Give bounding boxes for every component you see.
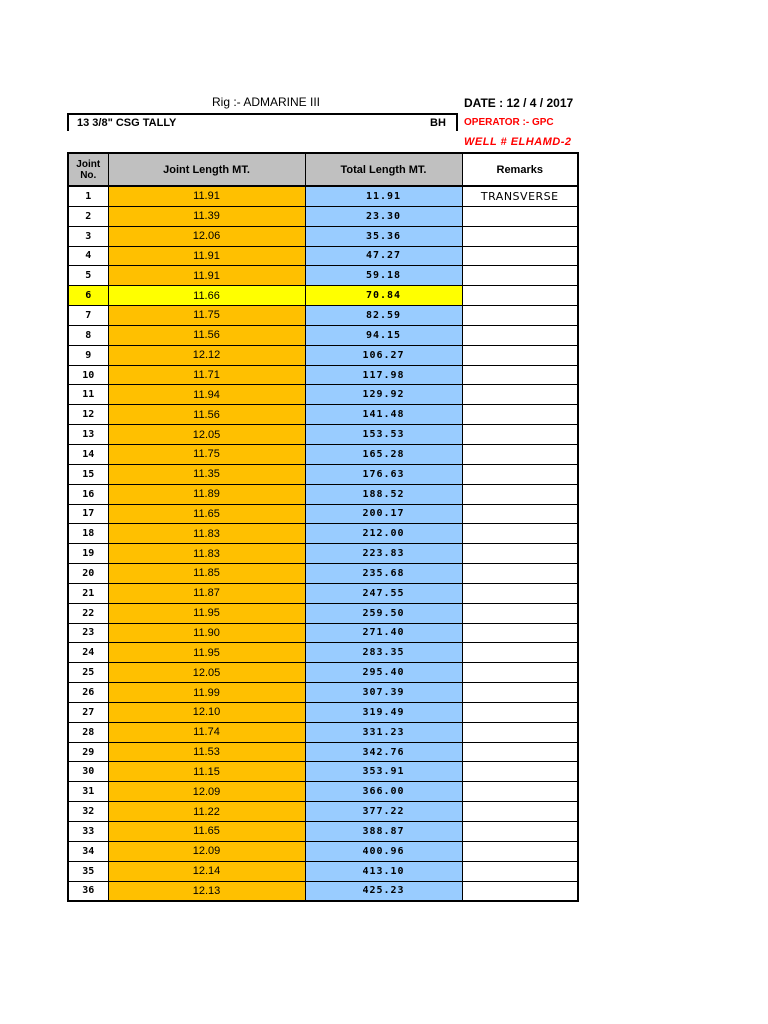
total-length-cell: 247.55 [305, 583, 462, 603]
joint-no-cell: 27 [68, 702, 108, 722]
remarks-cell [462, 822, 578, 842]
remarks-cell [462, 722, 578, 742]
table-row [68, 325, 578, 345]
casing-tally-table [67, 152, 579, 902]
operator-label: OPERATOR :- GPC [464, 117, 554, 128]
remarks-cell [462, 365, 578, 385]
joint-length-cell: 11.85 [108, 564, 305, 584]
total-length-cell: 353.91 [305, 762, 462, 782]
table-row [68, 186, 578, 206]
total-length-cell: 319.49 [305, 702, 462, 722]
table-row [68, 464, 578, 484]
total-length-cell: 366.00 [305, 782, 462, 802]
total-length-cell: 106.27 [305, 345, 462, 365]
remarks-cell [462, 544, 578, 564]
joint-length-cell: 12.05 [108, 425, 305, 445]
joint-no-cell: 10 [68, 365, 108, 385]
total-length-cell: 212.00 [305, 524, 462, 544]
joint-no-cell: 5 [68, 266, 108, 286]
remarks-cell [462, 325, 578, 345]
remarks-cell [462, 405, 578, 425]
joint-length-cell: 11.75 [108, 306, 305, 326]
joint-length-cell: 12.09 [108, 782, 305, 802]
total-length-cell: 413.10 [305, 861, 462, 881]
joint-no-cell: 25 [68, 663, 108, 683]
remarks-cell [462, 444, 578, 464]
joint-length-cell: 11.56 [108, 325, 305, 345]
remarks-cell [462, 762, 578, 782]
table-header-row [68, 153, 578, 186]
joint-no-cell: 19 [68, 544, 108, 564]
remarks-cell [462, 802, 578, 822]
total-length-cell: 342.76 [305, 742, 462, 762]
joint-length-cell: 11.87 [108, 583, 305, 603]
remarks-cell [462, 345, 578, 365]
remarks-cell [462, 484, 578, 504]
joint-length-cell: 12.14 [108, 861, 305, 881]
remarks-cell [462, 206, 578, 226]
table-row [68, 365, 578, 385]
remarks-cell [462, 583, 578, 603]
remarks-cell [462, 603, 578, 623]
joint-no-cell: 14 [68, 444, 108, 464]
table-row [68, 702, 578, 722]
joint-length-cell: 11.53 [108, 742, 305, 762]
joint-no-cell: 4 [68, 246, 108, 266]
table-row [68, 504, 578, 524]
joint-no-cell: 20 [68, 564, 108, 584]
table-row [68, 822, 578, 842]
table-row [68, 881, 578, 901]
remarks-cell [462, 286, 578, 306]
table-row [68, 583, 578, 603]
joint-no-cell: 32 [68, 802, 108, 822]
joint-length-cell: 11.66 [108, 286, 305, 306]
joint-no-cell: 7 [68, 306, 108, 326]
total-length-cell: 200.17 [305, 504, 462, 524]
total-length-cell: 307.39 [305, 683, 462, 703]
total-length-cell: 35.36 [305, 226, 462, 246]
well-label: WELL # ELHAMD-2 [464, 136, 572, 148]
table-row [68, 226, 578, 246]
joint-length-cell: 11.99 [108, 683, 305, 703]
remarks-cell [462, 623, 578, 643]
total-length-cell: 223.83 [305, 544, 462, 564]
joint-no-cell: 17 [68, 504, 108, 524]
remarks-cell [462, 425, 578, 445]
remarks-cell [462, 881, 578, 901]
table-row [68, 603, 578, 623]
joint-no-cell: 16 [68, 484, 108, 504]
joint-length-cell: 12.06 [108, 226, 305, 246]
joint-length-cell: 11.39 [108, 206, 305, 226]
table-row [68, 246, 578, 266]
joint-no-cell: 18 [68, 524, 108, 544]
joint-no-cell: 3 [68, 226, 108, 246]
table-row [68, 484, 578, 504]
tally-body [68, 186, 578, 901]
remarks-cell [462, 861, 578, 881]
total-length-cell: 176.63 [305, 464, 462, 484]
table-row [68, 266, 578, 286]
joint-length-cell: 11.83 [108, 524, 305, 544]
bh-label: BH [430, 117, 446, 129]
total-length-cell: 377.22 [305, 802, 462, 822]
joint-no-cell: 21 [68, 583, 108, 603]
header-joint-length: Joint Length MT. [108, 153, 305, 186]
joint-length-cell: 12.09 [108, 841, 305, 861]
total-length-cell: 82.59 [305, 306, 462, 326]
total-length-cell: 259.50 [305, 603, 462, 623]
joint-length-cell: 11.15 [108, 762, 305, 782]
joint-length-cell: 11.91 [108, 266, 305, 286]
joint-length-cell: 11.65 [108, 822, 305, 842]
remarks-cell [462, 385, 578, 405]
table-row [68, 663, 578, 683]
header-remarks: Remarks [462, 153, 578, 186]
remarks-cell: TRANSVERSE [462, 186, 578, 206]
joint-length-cell: 12.12 [108, 345, 305, 365]
joint-length-cell: 11.91 [108, 186, 305, 206]
remarks-cell [462, 841, 578, 861]
table-row [68, 782, 578, 802]
remarks-cell [462, 246, 578, 266]
total-length-cell: 388.87 [305, 822, 462, 842]
total-length-cell: 188.52 [305, 484, 462, 504]
table-row [68, 564, 578, 584]
total-length-cell: 400.96 [305, 841, 462, 861]
table-row [68, 544, 578, 564]
total-length-cell: 141.48 [305, 405, 462, 425]
joint-length-cell: 11.91 [108, 246, 305, 266]
joint-length-cell: 12.05 [108, 663, 305, 683]
joint-length-cell: 11.65 [108, 504, 305, 524]
joint-no-cell: 29 [68, 742, 108, 762]
total-length-cell: 271.40 [305, 623, 462, 643]
joint-length-cell: 11.90 [108, 623, 305, 643]
total-length-cell: 129.92 [305, 385, 462, 405]
total-length-cell: 117.98 [305, 365, 462, 385]
joint-no-cell: 31 [68, 782, 108, 802]
remarks-cell [462, 524, 578, 544]
remarks-cell [462, 504, 578, 524]
table-row [68, 345, 578, 365]
remarks-cell [462, 782, 578, 802]
table-row [68, 623, 578, 643]
rig-title: Rig :- ADMARINE III [212, 95, 321, 109]
joint-length-cell: 11.95 [108, 603, 305, 623]
joint-no-cell: 28 [68, 722, 108, 742]
remarks-cell [462, 663, 578, 683]
remarks-cell [462, 564, 578, 584]
joint-no-cell: 23 [68, 623, 108, 643]
remarks-cell [462, 266, 578, 286]
joint-no-cell: 24 [68, 643, 108, 663]
joint-no-cell: 8 [68, 325, 108, 345]
joint-no-cell: 26 [68, 683, 108, 703]
header-joint-no: Joint No. [68, 153, 108, 186]
total-length-cell: 295.40 [305, 663, 462, 683]
table-row [68, 206, 578, 226]
joint-no-cell: 35 [68, 861, 108, 881]
total-length-cell: 11.91 [305, 186, 462, 206]
joint-no-cell: 12 [68, 405, 108, 425]
total-length-cell: 425.23 [305, 881, 462, 901]
table-row [68, 286, 578, 306]
total-length-cell: 23.30 [305, 206, 462, 226]
table-row [68, 385, 578, 405]
remarks-cell [462, 306, 578, 326]
table-row [68, 444, 578, 464]
table-row [68, 306, 578, 326]
remarks-cell [462, 702, 578, 722]
tally-title: 13 3/8" CSG TALLY [77, 117, 177, 129]
joint-length-cell: 12.13 [108, 881, 305, 901]
joint-no-cell: 11 [68, 385, 108, 405]
total-length-cell: 153.53 [305, 425, 462, 445]
header-total-length: Total Length MT. [305, 153, 462, 186]
table-row [68, 841, 578, 861]
joint-length-cell: 12.10 [108, 702, 305, 722]
joint-no-cell: 9 [68, 345, 108, 365]
joint-no-cell: 22 [68, 603, 108, 623]
joint-length-cell: 11.71 [108, 365, 305, 385]
joint-no-cell: 33 [68, 822, 108, 842]
total-length-cell: 235.68 [305, 564, 462, 584]
joint-length-cell: 11.94 [108, 385, 305, 405]
joint-length-cell: 11.89 [108, 484, 305, 504]
table-row [68, 405, 578, 425]
total-length-cell: 331.23 [305, 722, 462, 742]
table-row [68, 802, 578, 822]
joint-no-cell: 15 [68, 464, 108, 484]
table-row [68, 861, 578, 881]
joint-no-cell: 1 [68, 186, 108, 206]
remarks-cell [462, 464, 578, 484]
joint-no-cell: 30 [68, 762, 108, 782]
remarks-cell [462, 683, 578, 703]
total-length-cell: 59.18 [305, 266, 462, 286]
joint-no-cell: 36 [68, 881, 108, 901]
joint-length-cell: 11.74 [108, 722, 305, 742]
joint-length-cell: 11.75 [108, 444, 305, 464]
joint-length-cell: 11.83 [108, 544, 305, 564]
table-row [68, 762, 578, 782]
total-length-cell: 165.28 [305, 444, 462, 464]
table-row [68, 524, 578, 544]
joint-length-cell: 11.22 [108, 802, 305, 822]
remarks-cell [462, 742, 578, 762]
joint-no-cell: 34 [68, 841, 108, 861]
date-label: DATE : 12 / 4 / 2017 [464, 96, 574, 110]
total-length-cell: 70.84 [305, 286, 462, 306]
table-row [68, 742, 578, 762]
table-row [68, 643, 578, 663]
remarks-cell [462, 226, 578, 246]
joint-length-cell: 11.56 [108, 405, 305, 425]
table-row [68, 425, 578, 445]
table-row [68, 722, 578, 742]
total-length-cell: 47.27 [305, 246, 462, 266]
table-row [68, 683, 578, 703]
total-length-cell: 283.35 [305, 643, 462, 663]
joint-no-cell: 2 [68, 206, 108, 226]
joint-no-cell: 13 [68, 425, 108, 445]
joint-length-cell: 11.35 [108, 464, 305, 484]
joint-length-cell: 11.95 [108, 643, 305, 663]
remarks-cell [462, 643, 578, 663]
joint-no-cell: 6 [68, 286, 108, 306]
total-length-cell: 94.15 [305, 325, 462, 345]
